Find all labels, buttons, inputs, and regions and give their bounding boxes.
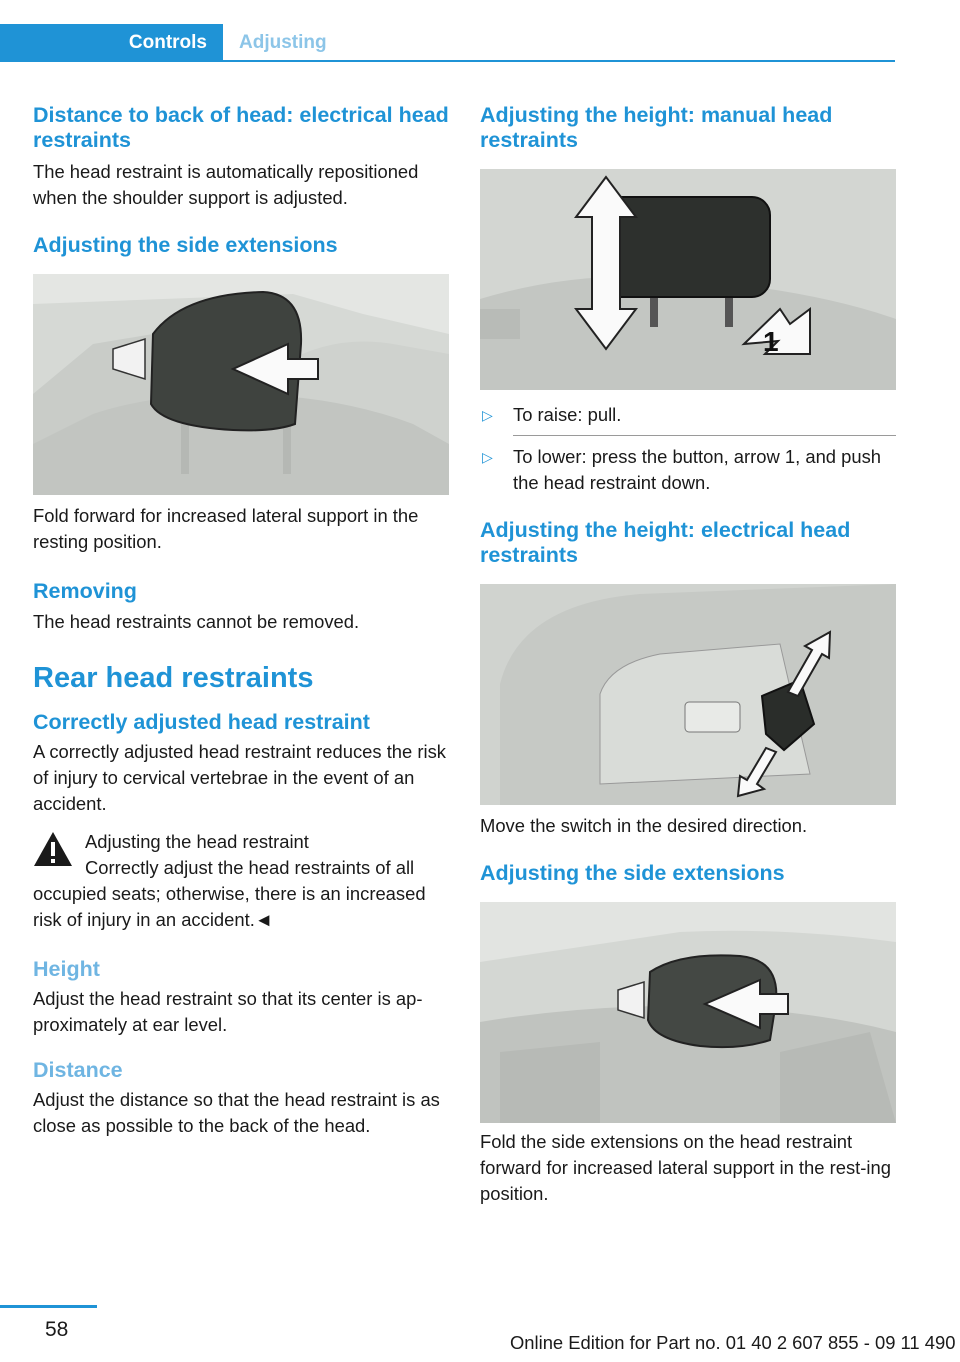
figure-rear-side-extensions [480, 902, 896, 1123]
heading-height: Height [33, 957, 100, 981]
bullet-text-lower: To lower: press the button, arrow 1, and push the head restraint down. [513, 446, 882, 493]
header-tab-controls-label: Controls [128, 32, 207, 53]
bullet-text-raise: To raise: pull. [513, 404, 622, 425]
heading-manual-height: Adjusting the height: manual head restraints [480, 103, 833, 152]
heading-removing: Removing [33, 579, 137, 603]
right-column [480, 103, 896, 1207]
left-column [33, 103, 449, 1139]
separator-line [513, 435, 896, 436]
triangle-bullet-icon: ▷ [482, 449, 493, 465]
text-removing: The head restraints cannot be removed. [33, 611, 360, 632]
list-item [480, 444, 896, 496]
front-head-restraint-illustration [33, 274, 449, 495]
text-distance-electrical: The head restraint is automatically repositioned when the shoulder support is adjusted. [33, 161, 419, 208]
heading-electrical-height: Adjusting the height: electrical head restraints [480, 518, 851, 567]
text-fold-side-extensions: Fold the side extensions on the head restraint forward for increased lateral support in the rest-ing position. [480, 1131, 891, 1204]
text-fold-forward: Fold forward for increased lateral support in the resting position. [33, 505, 419, 552]
electrical-switch-illustration [480, 584, 896, 805]
text-move-switch: Move the switch in the desired direction. [480, 815, 808, 836]
manual-head-restraint-illustration [480, 169, 896, 390]
figure-front-side-extensions [33, 274, 449, 495]
page-number: 58 [45, 1318, 69, 1341]
warning-triangle-icon [33, 831, 73, 867]
heading-rear-head-restraints: Rear head restraints [33, 662, 314, 694]
triangle-bullet-icon: ▷ [482, 407, 493, 423]
figure-electrical-height [480, 584, 896, 805]
rear-side-extension-illustration [480, 902, 896, 1123]
list-separator [480, 435, 896, 436]
heading-side-extensions: Adjusting the side extensions [33, 233, 338, 257]
text-correctly-adjusted: A correctly adjusted head restraint reduces the risk of injury to cervical vertebrae in the event of an accident. [33, 741, 446, 814]
figure-manual-height [480, 169, 896, 390]
text-distance: Adjust the distance so that the head restraint is as close as possible to the back of the head. [33, 1089, 440, 1136]
heading-distance: Distance [33, 1058, 123, 1082]
warning-text: occupied seats; otherwise, there is an increased risk of injury in an accident.◄ [33, 883, 426, 930]
heading-side-extensions-rear: Adjusting the side extensions [480, 861, 785, 885]
footer-edition: Online Edition for Part no. 01 40 2 607 855 - 09 11 490 [510, 1332, 956, 1353]
header-tab-adjusting-label: Adjusting [239, 32, 327, 53]
list-item [480, 402, 896, 428]
header-rule [0, 60, 895, 62]
footer-rule [0, 1305, 97, 1308]
warning-title: Adjusting the head restraint [85, 831, 309, 852]
warning-line-1: Correctly adjust the head restraints of all [85, 857, 415, 878]
warning-block [33, 829, 449, 933]
heading-correctly-adjusted: Correctly adjusted head restraint [33, 710, 370, 734]
header-tab-adjusting[interactable] [223, 24, 327, 62]
figure-callout-1: 1 [763, 326, 779, 357]
text-height: Adjust the head restraint so that its center is ap-proximately at ear level. [33, 988, 423, 1035]
header-tab-controls[interactable] [0, 24, 223, 62]
manual-height-steps [480, 402, 896, 496]
heading-distance-electrical: Distance to back of head: electrical head restraints [33, 103, 449, 152]
